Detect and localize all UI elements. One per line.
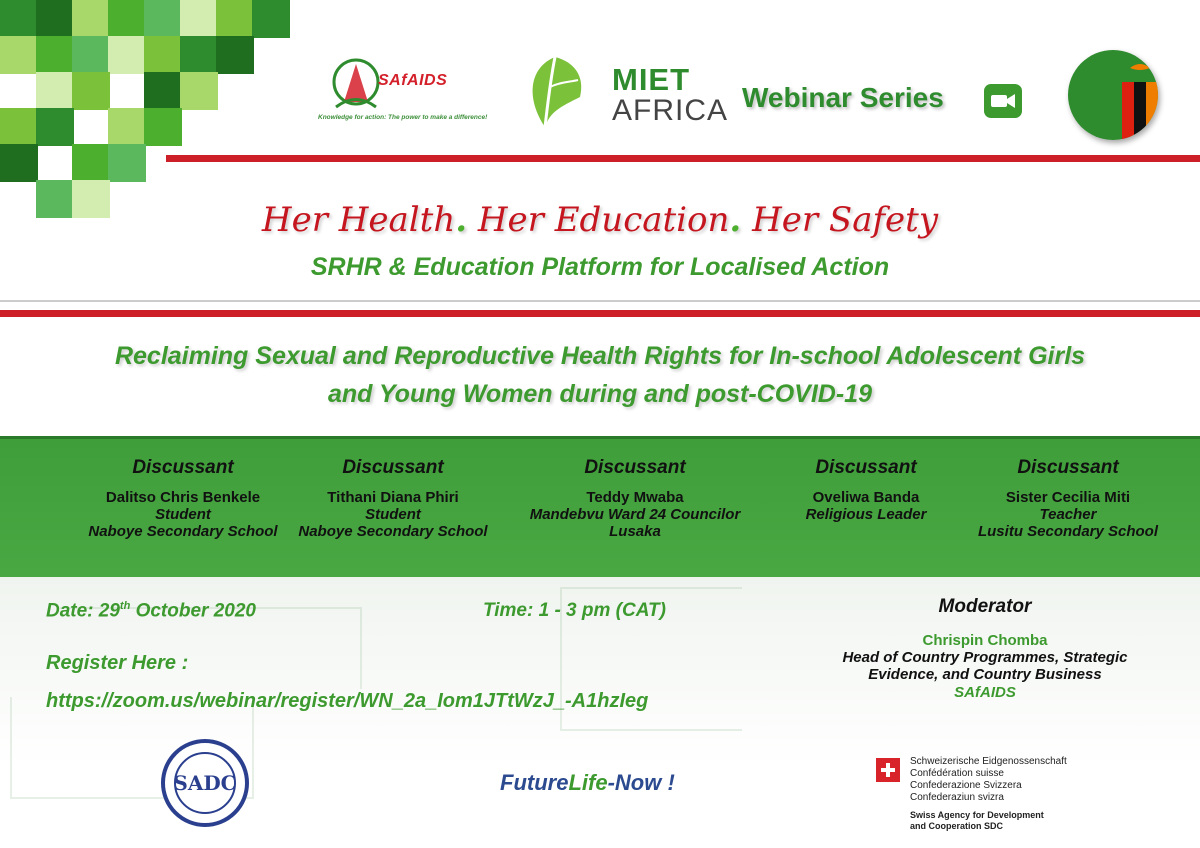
futurelife-now-logo — [500, 770, 675, 796]
swiss-line: Confédération suisse — [910, 768, 1004, 779]
swiss-line: Confederazione Svizzera — [910, 780, 1022, 791]
discussant-org: Lusitu Secondary School — [977, 523, 1159, 540]
moderator-name: Chrispin Chomba — [922, 632, 1048, 649]
discussant-role: Religious Leader — [805, 506, 927, 523]
moderator-heading: Moderator — [938, 596, 1032, 617]
title-red-divider — [0, 310, 1200, 317]
zambia-flag-icon — [1068, 50, 1158, 140]
date-prefix: Date: 29 — [46, 600, 120, 622]
tagline-safety: Her Safety — [752, 200, 939, 240]
swiss-line: Schweizerische Eidgenossenschaft — [910, 756, 1067, 767]
mosaic-square — [36, 72, 74, 110]
swiss-agency-line: Swiss Agency for Development — [910, 810, 1044, 820]
mosaic-square — [216, 0, 254, 38]
register-link[interactable]: https://zoom.us/webinar/register/WN_2a_Iom1JTtWzJ_-A1hzIeg — [46, 690, 649, 712]
mosaic-square — [72, 0, 110, 38]
webinar-title — [30, 338, 1170, 413]
safaids-wordmark: SAfAIDS — [378, 72, 448, 89]
discussant-role: Student — [365, 506, 421, 523]
sadc-logo — [160, 738, 250, 828]
swiss-confederation-text — [910, 756, 1067, 804]
discussant-org: Naboye Secondary School — [88, 523, 278, 540]
mosaic-square — [216, 36, 254, 74]
discussant-name: Tithani Diana Phiri — [327, 489, 459, 506]
discussant-card — [268, 457, 518, 540]
sadc-wordmark: SADC — [173, 771, 237, 795]
discussant-heading: Discussant — [584, 457, 686, 478]
futurelife-part: Future — [500, 770, 569, 795]
tagline-dot: . — [455, 200, 468, 240]
mosaic-square — [252, 0, 290, 38]
mosaic-square — [36, 36, 74, 74]
mosaic-square — [180, 72, 218, 110]
header-red-divider — [166, 155, 1200, 162]
moderator-role-line-1: Head of Country Programmes, Strategic — [842, 649, 1128, 666]
moderator-block — [770, 596, 1200, 701]
discussant-heading: Discussant — [342, 457, 444, 478]
platform-subtitle: SRHR & Education Platform for Localised Action — [310, 253, 890, 281]
mosaic-square — [144, 0, 182, 38]
mosaic-square — [108, 108, 146, 146]
tagline-education: Her Education — [477, 200, 730, 240]
mosaic-square — [0, 144, 38, 182]
swiss-flag-icon — [876, 758, 900, 782]
discussant-org: Naboye Secondary School — [298, 523, 488, 540]
header-grey-divider — [0, 300, 1200, 302]
moderator-role-line-2: Evidence, and Country Business — [868, 666, 1102, 684]
miet-africa-leaf-icon — [520, 52, 590, 132]
webinar-series-label: Webinar Series — [742, 82, 944, 113]
mosaic-square — [108, 144, 146, 182]
mosaic-square — [0, 108, 38, 146]
discussant-heading: Discussant — [815, 457, 917, 478]
tagline — [0, 200, 1200, 240]
tagline-health: Her Health — [261, 200, 456, 240]
title-line-1: Reclaiming Sexual and Reproductive Health Rights for In-school Adolescent Girls — [114, 342, 1086, 370]
futurelife-part: -Now ! — [607, 770, 675, 795]
discussant-heading: Discussant — [132, 457, 234, 478]
mosaic-square — [144, 72, 182, 110]
event-time: Time: 1 - 3 pm (CAT) — [483, 600, 666, 621]
discussant-card — [510, 457, 760, 540]
africa-wordmark: AFRICA — [612, 94, 729, 127]
discussant-org: Lusaka — [609, 523, 661, 540]
discussant-name: Dalitso Chris Benkele — [105, 489, 261, 506]
mosaic-square — [72, 36, 110, 74]
event-date — [46, 600, 256, 622]
video-camera-icon — [984, 84, 1022, 118]
date-ordinal: th — [119, 600, 131, 612]
discussant-role: Student — [155, 506, 211, 523]
safaids-tagline: Knowledge for action: The power to make a difference! — [318, 114, 488, 121]
green-mosaic-decoration — [0, 0, 290, 220]
moderator-org: SAfAIDS — [954, 683, 1016, 701]
discussant-name: Teddy Mwaba — [586, 489, 684, 506]
mosaic-square — [144, 108, 182, 146]
date-suffix: October 2020 — [130, 600, 256, 622]
title-line-2: and Young Women during and post-COVID-19 — [328, 379, 872, 408]
discussant-name: Oveliwa Banda — [812, 489, 920, 506]
discussant-heading: Discussant — [1017, 457, 1119, 478]
discussant-role: Teacher — [1039, 506, 1097, 523]
futurelife-part: Life — [568, 770, 608, 795]
miet-wordmark: MIET — [612, 62, 691, 97]
mosaic-square — [108, 36, 146, 74]
discussant-card — [943, 457, 1193, 540]
mosaic-square — [72, 72, 110, 110]
mosaic-square — [0, 36, 38, 74]
mosaic-square — [72, 144, 110, 182]
swiss-agency-line: and Cooperation SDC — [910, 821, 1004, 832]
mosaic-square — [36, 108, 74, 146]
swiss-line: Confederaziun svizra — [910, 792, 1004, 803]
mosaic-square — [36, 0, 74, 38]
discussant-name: Sister Cecilia Miti — [1005, 489, 1131, 506]
mosaic-square — [180, 0, 218, 38]
mosaic-square — [180, 36, 218, 74]
register-label: Register Here : — [46, 652, 189, 674]
swiss-agency-text — [910, 810, 1044, 833]
discussants-band — [0, 436, 1200, 580]
discussant-role: Mandebvu Ward 24 Councilor — [529, 506, 741, 523]
mosaic-square — [144, 36, 182, 74]
mosaic-square — [108, 0, 146, 38]
mosaic-square — [0, 0, 38, 38]
tagline-dot: . — [729, 200, 742, 240]
